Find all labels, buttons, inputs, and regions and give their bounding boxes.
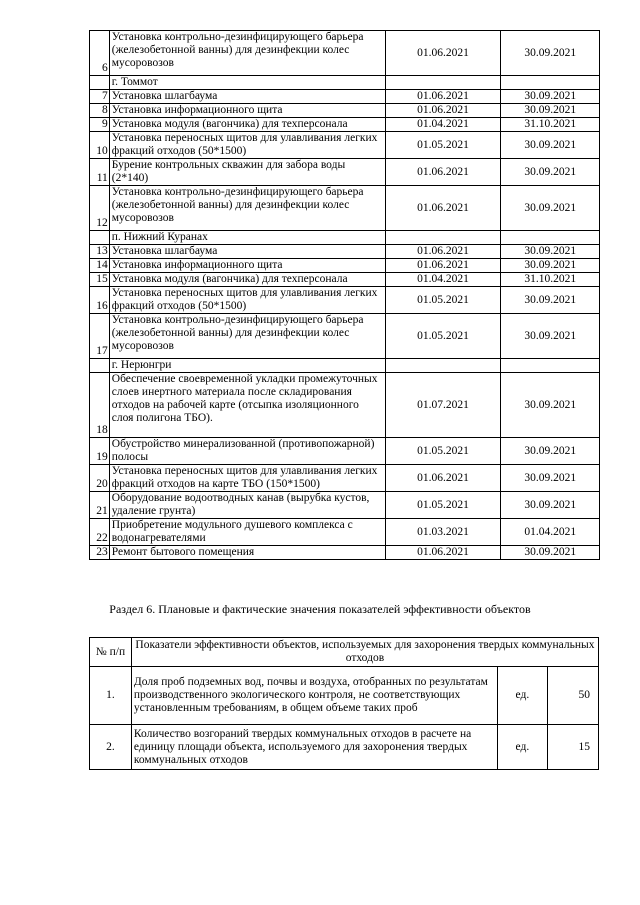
task-name: Установка контрольно-дезинфицирующего барьера (железобетонной ванны) для дезинфекции колес мусоровозов xyxy=(109,314,385,359)
start-date: 01.06.2021 xyxy=(385,104,501,118)
row-number: 8 xyxy=(90,104,110,118)
indicator-unit: ед. xyxy=(497,667,548,725)
table-row xyxy=(90,104,600,118)
row-number: 15 xyxy=(90,273,110,287)
indicator-text: Количество возгораний твердых коммунальных отходов в расчете на единицу площади объекта, используемого для захоронения твердых коммунальных отходов xyxy=(131,725,497,770)
end-date: 30.09.2021 xyxy=(501,259,600,273)
row-number: 11 xyxy=(90,159,110,186)
start-date: 01.05.2021 xyxy=(385,287,501,314)
section-label: п. Нижний Куранах xyxy=(109,231,385,245)
end-date: 30.09.2021 xyxy=(501,546,600,560)
row-number: 10 xyxy=(90,132,110,159)
end-date: 30.09.2021 xyxy=(501,159,600,186)
end-date: 31.10.2021 xyxy=(501,273,600,287)
start-date: 01.05.2021 xyxy=(385,438,501,465)
start-date: 01.06.2021 xyxy=(385,465,501,492)
indicator-unit: ед. xyxy=(497,725,548,770)
start-date: 01.04.2021 xyxy=(385,118,501,132)
task-name: Установка контрольно-дезинфицирующего барьера (железобетонной ванны) для дезинфекции колес мусоровозов xyxy=(109,31,385,76)
indicator-number: 2. xyxy=(90,725,132,770)
table-row xyxy=(90,492,600,519)
task-name: Установка информационного щита xyxy=(109,259,385,273)
start-date: 01.07.2021 xyxy=(385,373,501,438)
task-name: Приобретение модульного душевого комплекса с водонагревателями xyxy=(109,519,385,546)
header-num: № п/п xyxy=(90,638,132,667)
table-row xyxy=(90,546,600,560)
row-number: 9 xyxy=(90,118,110,132)
task-name: Установка переносных щитов для улавливания легких фракций отходов (50*1500) xyxy=(109,287,385,314)
start-date: 01.06.2021 xyxy=(385,259,501,273)
task-name: Ремонт бытового помещения xyxy=(109,546,385,560)
row-number xyxy=(90,76,110,90)
row-number: 16 xyxy=(90,287,110,314)
task-name: Установка модуля (вагончика) для техперсонала xyxy=(109,273,385,287)
row-number: 23 xyxy=(90,546,110,560)
row-number xyxy=(90,231,110,245)
task-name: Бурение контрольных скважин для забора воды (2*140) xyxy=(109,159,385,186)
task-name: Установка переносных щитов для улавливания легких фракций отходов на карте ТБО (150*1500) xyxy=(109,465,385,492)
table-row xyxy=(90,186,600,231)
indicator-row xyxy=(90,725,599,770)
indicator-number: 1. xyxy=(90,667,132,725)
task-name: Установка информационного щита xyxy=(109,104,385,118)
start-date: 01.06.2021 xyxy=(385,245,501,259)
row-number: 7 xyxy=(90,90,110,104)
table-row xyxy=(90,519,600,546)
indicator-value: 15 xyxy=(548,725,599,770)
row-number xyxy=(90,359,110,373)
end-date: 30.09.2021 xyxy=(501,245,600,259)
table-row xyxy=(90,118,600,132)
task-name: Оборудование водоотводных канав (вырубка кустов, удаление грунта) xyxy=(109,492,385,519)
header-title: Показатели эффективности объектов, используемых для захоронения твердых коммунальных отходов xyxy=(131,638,598,667)
row-number: 20 xyxy=(90,465,110,492)
end-date: 30.09.2021 xyxy=(501,314,600,359)
start-date: 01.05.2021 xyxy=(385,314,501,359)
task-name: Обустройство минерализованной (противопожарной) полосы xyxy=(109,438,385,465)
row-number: 22 xyxy=(90,519,110,546)
table-row xyxy=(90,465,600,492)
end-date: 30.09.2021 xyxy=(501,287,600,314)
end-date xyxy=(501,76,600,90)
table-row xyxy=(90,314,600,359)
schedule-body xyxy=(90,31,600,560)
start-date: 01.05.2021 xyxy=(385,492,501,519)
start-date: 01.06.2021 xyxy=(385,90,501,104)
section-label: г. Томмот xyxy=(109,76,385,90)
end-date: 30.09.2021 xyxy=(501,373,600,438)
start-date xyxy=(385,359,501,373)
end-date: 30.09.2021 xyxy=(501,186,600,231)
table-row xyxy=(90,287,600,314)
end-date: 30.09.2021 xyxy=(501,492,600,519)
start-date: 01.03.2021 xyxy=(385,519,501,546)
indicators-table xyxy=(89,637,599,770)
end-date: 30.09.2021 xyxy=(501,465,600,492)
end-date: 30.09.2021 xyxy=(501,438,600,465)
end-date: 30.09.2021 xyxy=(501,104,600,118)
end-date: 30.09.2021 xyxy=(501,31,600,76)
section-title: Раздел 6. Плановые и фактические значения показателей эффективности объектов xyxy=(109,602,531,616)
row-number: 18 xyxy=(90,373,110,438)
start-date xyxy=(385,231,501,245)
table-row xyxy=(90,259,600,273)
section-row xyxy=(90,359,600,373)
section-row xyxy=(90,231,600,245)
row-number: 21 xyxy=(90,492,110,519)
indicators-header-row xyxy=(90,638,599,667)
row-number: 17 xyxy=(90,314,110,359)
end-date: 30.09.2021 xyxy=(501,90,600,104)
row-number: 13 xyxy=(90,245,110,259)
section-row xyxy=(90,76,600,90)
start-date xyxy=(385,76,501,90)
indicator-row xyxy=(90,667,599,725)
task-name: Установка шлагбаума xyxy=(109,90,385,104)
indicator-text: Доля проб подземных вод, почвы и воздуха, отобранных по результатам производственного экологического контроля, не соответствующих установленным требованиям, в общем объеме таких проб xyxy=(131,667,497,725)
indicator-value: 50 xyxy=(548,667,599,725)
row-number: 12 xyxy=(90,186,110,231)
row-number: 19 xyxy=(90,438,110,465)
start-date: 01.06.2021 xyxy=(385,31,501,76)
task-name: Установка шлагбаума xyxy=(109,245,385,259)
start-date: 01.06.2021 xyxy=(385,159,501,186)
start-date: 01.06.2021 xyxy=(385,546,501,560)
end-date: 30.09.2021 xyxy=(501,132,600,159)
table-row xyxy=(90,159,600,186)
schedule-table xyxy=(89,30,600,560)
end-date: 31.10.2021 xyxy=(501,118,600,132)
table-row xyxy=(90,31,600,76)
table-row xyxy=(90,90,600,104)
table-row xyxy=(90,132,600,159)
table-row xyxy=(90,245,600,259)
table-row xyxy=(90,373,600,438)
start-date: 01.05.2021 xyxy=(385,132,501,159)
task-name: Установка переносных щитов для улавливания легких фракций отходов (50*1500) xyxy=(109,132,385,159)
section-label: г. Нерюнгри xyxy=(109,359,385,373)
indicators-body xyxy=(90,638,599,770)
task-name: Обеспечение своевременной укладки промежуточных слоев инертного материала после складирования отходов на рабочей карте (отсыпка изоляционного слоя полигона ТБО). xyxy=(109,373,385,438)
end-date: 01.04.2021 xyxy=(501,519,600,546)
row-number: 6 xyxy=(90,31,110,76)
table-row xyxy=(90,273,600,287)
end-date xyxy=(501,231,600,245)
row-number: 14 xyxy=(90,259,110,273)
start-date: 01.06.2021 xyxy=(385,186,501,231)
end-date xyxy=(501,359,600,373)
start-date: 01.04.2021 xyxy=(385,273,501,287)
task-name: Установка модуля (вагончика) для техперсонала xyxy=(109,118,385,132)
table-row xyxy=(90,438,600,465)
task-name: Установка контрольно-дезинфицирующего барьера (железобетонной ванны) для дезинфекции колес мусоровозов xyxy=(109,186,385,231)
